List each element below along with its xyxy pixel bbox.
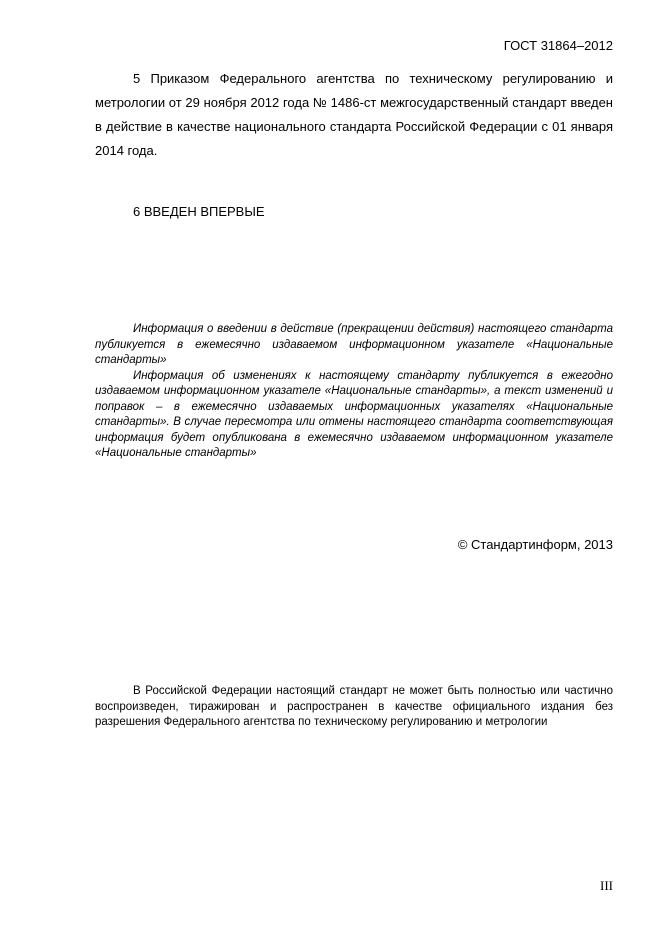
clause-5-block bbox=[95, 67, 613, 163]
reproduction-notice-text: В Российской Федерации настоящий стандарт не может быть полностью или частично воспроизведен, тиражирован и распространен в качестве официального издания без разрешения Федерального агентства по техническому регулированию и метрологии bbox=[95, 685, 613, 728]
clause-5-text: 5 Приказом Федерального агентства по техническому регулированию и метрологии от 29 ноября 2012 года № 1486-ст межгосударственный стандарт введен в действие в качестве национального стандарта Российской Федерации с 01 января 2014 года. bbox=[95, 71, 613, 158]
publication-info-block bbox=[95, 322, 613, 462]
standard-code-header: ГОСТ 31864–2012 bbox=[503, 38, 613, 53]
info-paragraph-introduction: Информация о введении в действие (прекращении действия) настоящего стандарта публикуется в ежемесячно издаваемом информационном указателе «Национальные стандарты» bbox=[95, 323, 613, 366]
copyright-line: © Стандартинформ, 2013 bbox=[457, 537, 613, 552]
page-number: III bbox=[600, 878, 613, 893]
info-paragraph-changes: Информация об изменениях к настоящему стандарту публикуется в ежегодно издаваемом информационном указателе «Национальные стандарты», а текст изменений и поправок – в ежемесячно издаваемых информационных указателях «Национальные стандарты». В случае пересмотра или отмены настоящего стандарта соответствующая информация будет опубликована в ежемесячно издаваемом информационном указателе «Национальные стандарты» bbox=[95, 369, 613, 459]
clause-6-text: 6 ВВЕДЕН ВПЕРВЫЕ bbox=[133, 204, 265, 219]
reproduction-notice-block bbox=[95, 684, 613, 731]
